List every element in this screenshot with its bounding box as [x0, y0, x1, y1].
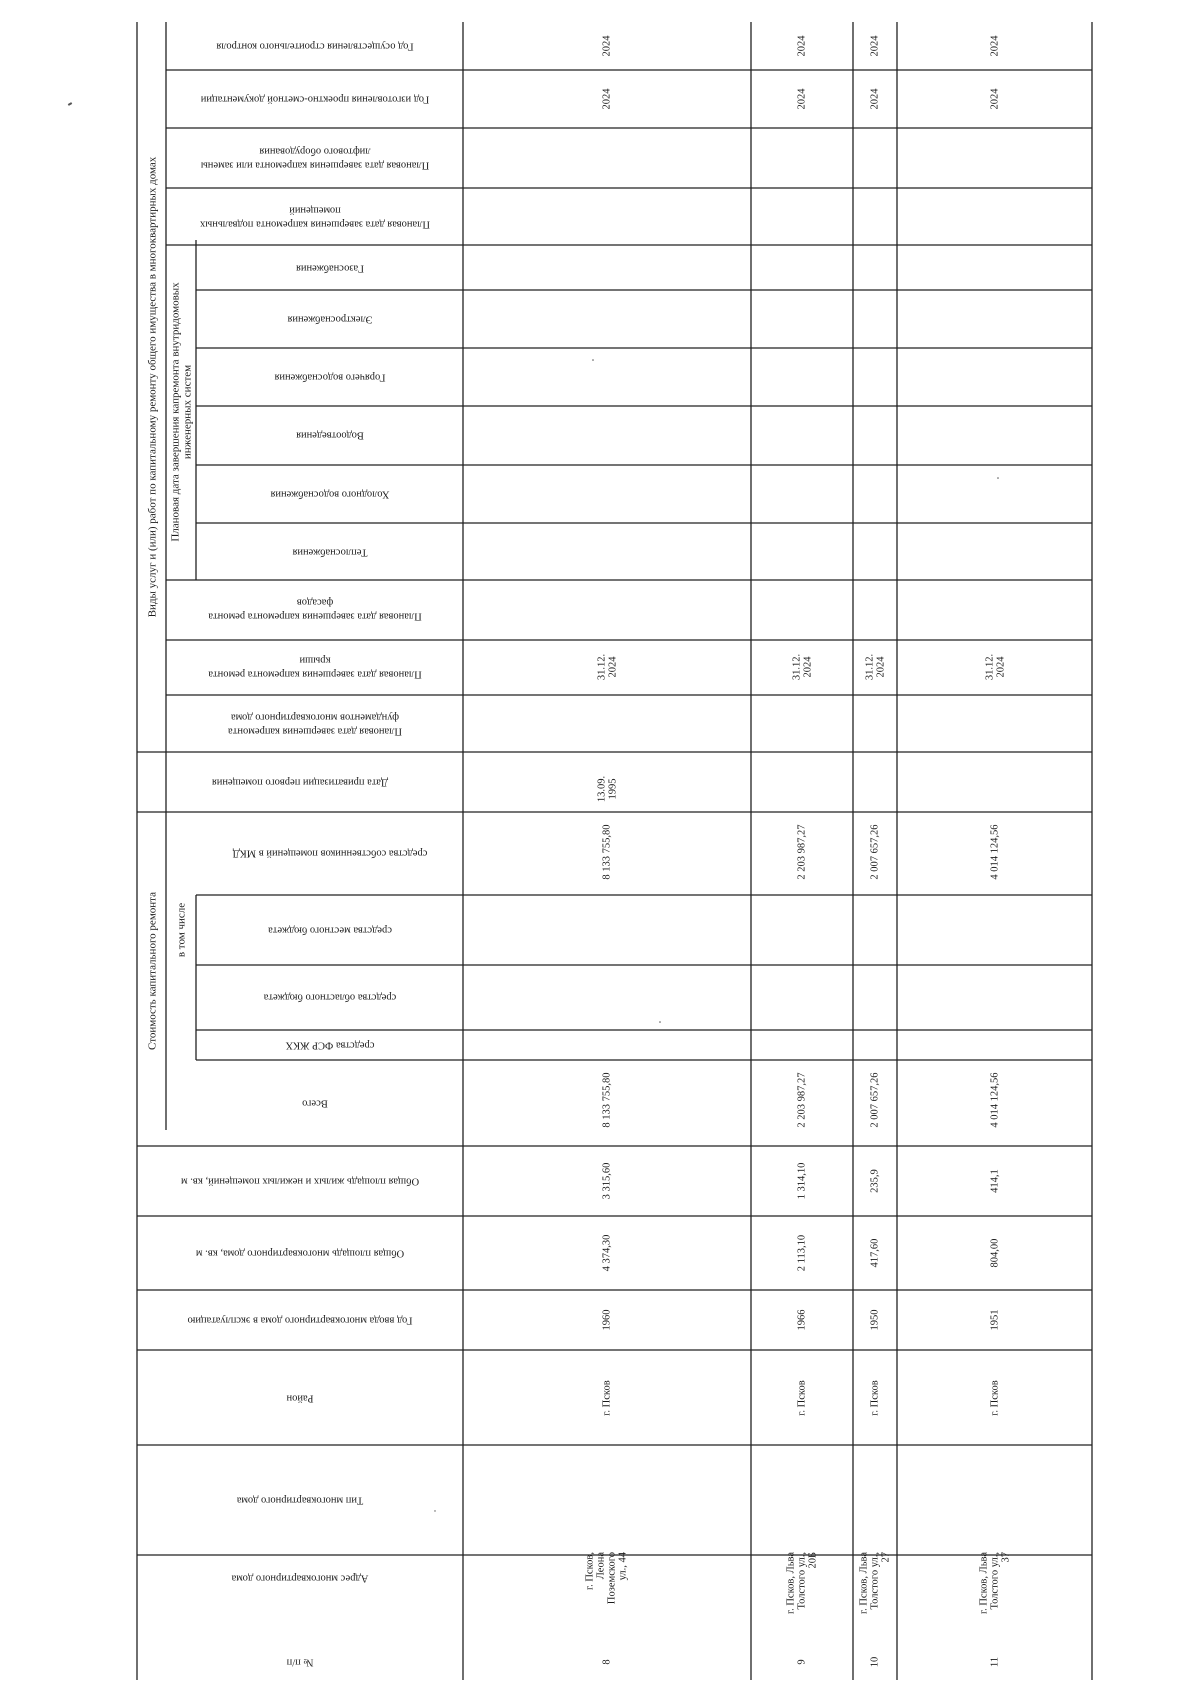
header-elevator-line2: лифтового оборудования [259, 145, 371, 157]
cell-design-year: 2024 [796, 88, 808, 110]
cell-total-cost: 2 203 987,27 [796, 1072, 808, 1128]
cell-premises-area: 414,1 [989, 1169, 1001, 1193]
cell-address-line3: Поземского [606, 1552, 618, 1605]
cell-total-area: 804,00 [989, 1238, 1001, 1268]
cell-district: г. Псков [796, 1380, 808, 1416]
cell-control-year: 2024 [601, 35, 613, 57]
cell-control-year: 2024 [869, 35, 881, 57]
cell-roof-date-line1: 31.12. [596, 653, 608, 681]
cell-roof-date-line1: 31.12. [984, 653, 996, 681]
cell-owners: 2 203 987,27 [796, 824, 808, 880]
cell-total-area: 4 374,30 [601, 1234, 613, 1272]
cell-num: 8 [601, 1659, 613, 1665]
cell-year-built: 1951 [989, 1309, 1001, 1331]
cell-privatization-line1: 13.09. [596, 775, 608, 803]
cell-address-line2: Толстого ул., [869, 1552, 881, 1610]
cell-total-cost: 8 133 755,80 [601, 1072, 613, 1128]
header-roof-line1: Плановая дата завершения капремонта ремонта [208, 668, 422, 680]
header-control-year: Год осуществления строительного контроля [216, 40, 414, 52]
header-type: Тип многоквартирного дома [236, 1494, 364, 1506]
scan-specks [68, 102, 999, 1512]
header-owners: средства собственников помещений в МКД [232, 847, 428, 859]
header-foundation-line2: фундаментов многоквартирного дома [231, 711, 399, 723]
cell-roof-date-line2: 2024 [995, 656, 1007, 678]
header-premises-area: Общая площадь жилых и нежилых помещений, кв. м [180, 1175, 420, 1187]
cell-total-cost: 2 007 657,26 [869, 1072, 881, 1128]
cost-subgroup-header: в том числе [175, 902, 188, 958]
header-year-built: Год ввода многоквартирного дома в эксплуатацию [187, 1314, 413, 1326]
cell-num: 11 [989, 1656, 1001, 1668]
table-row [858, 35, 891, 1668]
cell-premises-area: 1 314,10 [796, 1162, 808, 1200]
systems-group-header-line1: Плановая дата завершения капремонта внутридомовых [169, 282, 182, 542]
cell-owners: 8 133 755,80 [601, 824, 613, 880]
cell-total-area: 417,60 [869, 1238, 881, 1268]
group-headers [147, 156, 194, 1050]
cell-address-line1: г. Псков, [584, 1552, 596, 1591]
cell-address-line1: г. Псков, Льва [785, 1552, 797, 1615]
cell-privatization-line2: 1995 [607, 778, 619, 800]
cell-year-built: 1966 [796, 1309, 808, 1331]
cell-owners: 4 014 124,56 [989, 824, 1001, 880]
cell-roof-date-line1: 31.12. [864, 653, 876, 681]
cell-district: г. Псков [869, 1380, 881, 1416]
header-district: Район [286, 1392, 314, 1404]
cell-roof-date-line1: 31.12. [791, 653, 803, 681]
cell-total-area: 2 113,10 [796, 1234, 808, 1272]
systems-group-header-line2: инженерных систем [181, 364, 194, 460]
cell-design-year: 2024 [989, 88, 1001, 110]
header-sewerage: Водоотведения [296, 429, 364, 441]
cell-district: г. Псков [989, 1380, 1001, 1416]
cell-address-line2: Леона [595, 1552, 607, 1580]
header-heating: Теплоснабжения [292, 546, 368, 558]
cost-group-header: Стоимость капитального ремонта [146, 892, 159, 1050]
cell-address-line2: Толстого ул., [989, 1552, 1001, 1610]
cell-address-line3: 20Б [807, 1552, 819, 1569]
header-design-year: Год изготовления проектно-сметной документации [200, 93, 430, 105]
cell-roof-date-line2: 2024 [875, 656, 887, 678]
header-total-cost: Всего [302, 1097, 328, 1109]
cell-address-line1: г. Псков, Льва [978, 1552, 990, 1615]
header-roof-line2: крыши [299, 654, 331, 666]
header-total-area: Общая площадь многоквартирного дома, кв. м [195, 1247, 405, 1259]
cell-address-line1: г. Псков, Льва [858, 1552, 870, 1615]
header-foundation-line1: Плановая дата завершения капремонта [228, 725, 402, 737]
header-cold-water: Холодного водоснабжения [270, 488, 390, 500]
cell-address-line3: 27 [880, 1552, 892, 1563]
header-facade-line1: Плановая дата завершения капремонта ремонта [208, 610, 422, 622]
table-row [584, 35, 628, 1665]
cell-num: 10 [869, 1656, 881, 1668]
header-fund: средства ФСР ЖКХ [285, 1039, 375, 1051]
cell-design-year: 2024 [869, 88, 881, 110]
header-regional: средства областного бюджета [263, 991, 397, 1003]
table-row [785, 35, 818, 1665]
cell-year-built: 1950 [869, 1309, 881, 1331]
cell-control-year: 2024 [796, 35, 808, 57]
header-privatization: Дата приватизации первого помещения [211, 776, 389, 788]
works-group-header: Виды услуг и (или) работ по капитальному ремонту общего имущества в многоквартирных домах [146, 156, 159, 618]
cell-roof-date-line2: 2024 [802, 656, 814, 678]
cell-roof-date-line2: 2024 [607, 656, 619, 678]
cell-total-cost: 4 014 124,56 [989, 1072, 1001, 1128]
header-gas: Газоснабжения [296, 262, 364, 274]
header-electricity: Электроснабжения [287, 313, 373, 325]
cell-control-year: 2024 [989, 35, 1001, 57]
header-elevator-line1: Плановая дата завершения капремонта или замены [200, 159, 430, 171]
cell-num: 9 [796, 1659, 808, 1665]
cell-address-line3: 37 [1000, 1552, 1012, 1563]
header-local: средства местного бюджета [268, 924, 392, 936]
cell-address-line2: Толстого ул., [796, 1552, 808, 1610]
cell-design-year: 2024 [601, 88, 613, 110]
cell-premises-area: 3 315,60 [601, 1162, 613, 1200]
cell-district: г. Псков [601, 1380, 613, 1416]
header-num: № п/п [286, 1656, 314, 1668]
cell-premises-area: 235,9 [869, 1169, 881, 1193]
header-basement-line1: Плановая дата завершения капремонта подвальных [199, 218, 431, 230]
header-facade-line2: фасадов [296, 596, 334, 608]
header-basement-line2: помещений [289, 204, 341, 216]
column-headers [181, 41, 430, 1668]
table-row [978, 35, 1011, 1667]
cell-owners: 2 007 657,26 [869, 824, 881, 880]
header-hot-water: Горячего водоснабжения [274, 371, 386, 383]
cell-year-built: 1960 [601, 1309, 613, 1331]
cell-address-line4: ул., 44 [617, 1552, 629, 1581]
header-address: Адрес многоквартирного дома [231, 1572, 369, 1584]
